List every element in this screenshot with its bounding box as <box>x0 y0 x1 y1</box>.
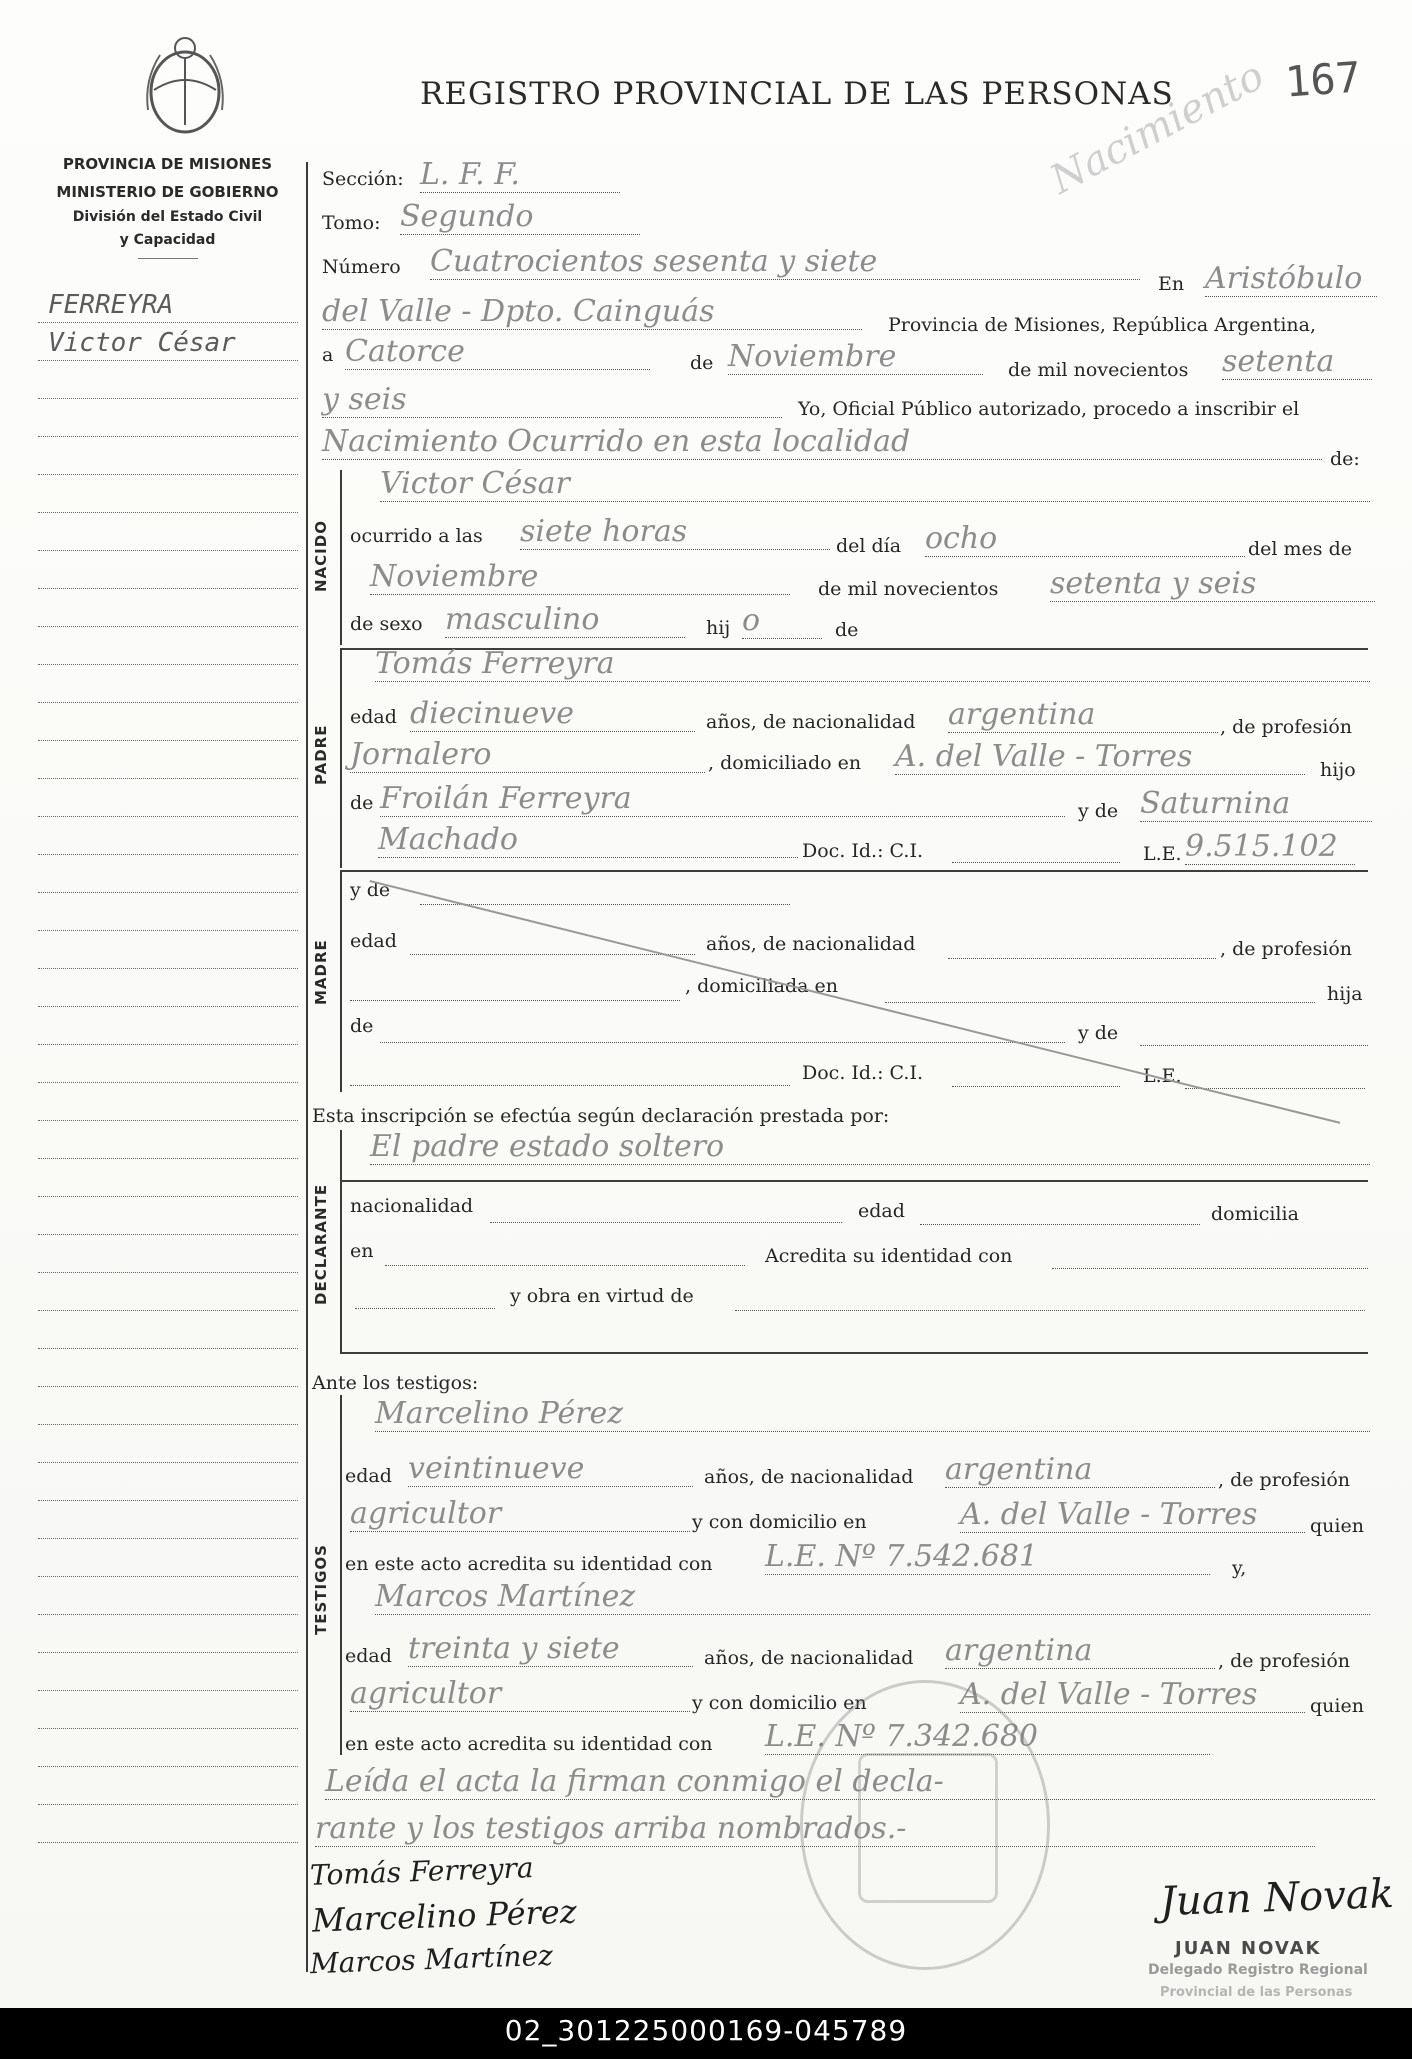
declarante-blank <box>355 1308 495 1309</box>
madre-prof-blank <box>350 1000 680 1001</box>
de-end-label: de: <box>1330 448 1360 470</box>
declarante-value: El padre estado soltero <box>370 1130 1370 1165</box>
margin-line <box>38 1349 298 1387</box>
office-line-2: MINISTERIO DE GOBIERNO <box>56 183 279 201</box>
padre-ci-blank <box>952 862 1120 863</box>
testigo-1-doc: L.E. Nº 7.542.681 <box>765 1540 1210 1575</box>
testigo-2-edad: treinta y siete <box>408 1632 693 1667</box>
padre-prof-value: Jornalero <box>350 738 705 773</box>
declarante-nac-blank <box>490 1222 842 1223</box>
testigo-2-name: Marcos Martínez <box>375 1580 1370 1615</box>
declarante-divider <box>340 1180 1368 1182</box>
margin-line <box>38 893 298 931</box>
nacido-mes-value: Noviembre <box>370 560 790 595</box>
anio-value-b: y seis <box>322 383 782 418</box>
madre-dom-blank <box>885 1002 1315 1003</box>
madre-le-blank <box>1185 1088 1365 1089</box>
madre-edad-blank <box>410 954 695 955</box>
margin-line <box>38 1805 298 1843</box>
declarante-nac-label: nacionalidad <box>350 1195 474 1217</box>
hij-label: hij <box>706 617 731 639</box>
padre-prof-label: , de profesión <box>1220 716 1352 738</box>
madre-section-label: MADRE <box>312 939 330 1005</box>
madre-nac-blank <box>948 958 1216 959</box>
declarante-dom-label: domicilia <box>1211 1203 1299 1225</box>
testigo-1-dom-label: y con domicilio en <box>692 1511 867 1533</box>
nacido-bracket <box>340 470 342 645</box>
padre-dom-value: A. del Valle - Torres <box>895 740 1305 775</box>
padre-madre-de-b: Machado <box>378 823 798 858</box>
office-rule <box>138 258 198 259</box>
signature-testigo-2: Marcos Martínez <box>309 1938 554 1981</box>
testigo-1-nac: argentina <box>945 1453 1215 1488</box>
nacido-mil-label: de mil novecientos <box>818 578 999 600</box>
margin-line <box>38 931 298 969</box>
ocurrido-label: ocurrido a las <box>350 525 483 547</box>
declarante-acredita-blank <box>1052 1268 1368 1269</box>
official-role: Delegado Registro Regional <box>1148 1962 1368 1978</box>
padre-le-label: L.E. <box>1143 843 1182 865</box>
margin-line <box>38 1159 298 1197</box>
padre-nac-value: argentina <box>948 698 1218 733</box>
margin-line <box>38 855 298 893</box>
padre-nac-label: años, de nacionalidad <box>706 711 916 733</box>
sexo-label: de sexo <box>350 613 423 635</box>
closing-line-2: rante y los testigos arriba nombrados.- <box>315 1812 1315 1847</box>
en-label: En <box>1158 273 1185 295</box>
margin-line <box>38 817 298 855</box>
padre-section-label: PADRE <box>312 724 330 785</box>
hija-label: hija <box>1327 983 1363 1005</box>
madre-de-blank <box>380 1042 1065 1043</box>
margin-line <box>38 399 298 437</box>
testigo-2-prof: agricultor <box>350 1677 690 1712</box>
mil-label: de mil novecientos <box>1008 359 1189 381</box>
tomo-value: Segundo <box>400 200 640 235</box>
margin-line <box>38 1083 298 1121</box>
signature-padre: Tomás Ferreyra <box>309 1851 535 1892</box>
padre-de-label: de <box>350 792 374 814</box>
margin-line <box>38 437 298 475</box>
margin-line <box>38 1577 298 1615</box>
margin-line <box>38 589 298 627</box>
testigo-2-nac: argentina <box>945 1634 1215 1669</box>
margin-line <box>38 1691 298 1729</box>
testigo-2-nac-label: años, de nacionalidad <box>704 1647 914 1669</box>
official-name: JUAN NOVAK <box>1175 1938 1322 1959</box>
testigo-1-acredita-label: en este acto acredita su identidad con <box>345 1553 713 1575</box>
declarante-edad-label: edad <box>858 1200 905 1222</box>
margin-line <box>38 1121 298 1159</box>
seccion-value: L. F. F. <box>420 158 620 193</box>
testigo-2-prof-label: , de profesión <box>1218 1650 1350 1672</box>
margin-notes <box>38 285 298 1843</box>
madre-dom-label: , domiciliada en <box>685 975 838 997</box>
de-label: de <box>690 352 714 374</box>
office-line-4: y Capacidad <box>119 232 216 248</box>
coat-of-arms-icon <box>140 30 230 145</box>
official-role-2: Provincial de las Personas <box>1160 1985 1353 2000</box>
testigo-1-dom: A. del Valle - Torres <box>960 1498 1305 1533</box>
declarante-virtud-blank <box>735 1310 1365 1311</box>
hijo-label: hijo <box>1320 759 1356 781</box>
tomo-label: Tomo: <box>322 212 381 234</box>
margin-line <box>38 1045 298 1083</box>
testigos-intro: Ante los testigos: <box>312 1372 479 1394</box>
madre-nac-label: años, de nacionalidad <box>706 933 916 955</box>
office-line-1: PROVINCIA DE MISIONES <box>62 155 273 173</box>
declarante-virtud-label: y obra en virtud de <box>510 1285 694 1307</box>
yo-label: Yo, Oficial Público autorizado, procedo a inscribir el <box>798 398 1300 420</box>
margin-line <box>38 665 298 703</box>
madre-bracket <box>340 872 342 1092</box>
nacido-name: Victor César <box>380 467 1370 502</box>
madre-yde2-blank <box>1140 1045 1368 1046</box>
margin-line <box>38 1653 298 1691</box>
declarante-en-label: en <box>350 1240 374 1262</box>
margin-line <box>38 1007 298 1045</box>
hij-value: o <box>742 604 822 639</box>
padre-edad-value: diecinueve <box>410 697 695 732</box>
padre-de-value: Froilán Ferreyra <box>380 782 1065 817</box>
margin-line <box>38 703 298 741</box>
declarante-edad-blank <box>920 1224 1200 1225</box>
testigo-1-prof: agricultor <box>350 1497 690 1532</box>
dia-value: Catorce <box>345 335 650 370</box>
lugar-value-a: Aristóbulo <box>1205 262 1377 297</box>
padre-dom-label: , domiciliado en <box>708 752 862 774</box>
margin-line <box>38 969 298 1007</box>
office-line-3: División del Estado Civil <box>72 209 263 225</box>
page-number: 167 <box>1283 52 1363 107</box>
testigo-2-acredita-label: en este acto acredita su identidad con <box>345 1733 713 1755</box>
nacido-section-label: NACIDO <box>312 520 330 592</box>
margin-line <box>38 1539 298 1577</box>
margin-line <box>38 1273 298 1311</box>
madre-yde-label: y de <box>350 879 391 901</box>
padre-yde-label: y de <box>1078 800 1119 822</box>
margin-line <box>38 1425 298 1463</box>
testigo-2-quien-label: quien <box>1310 1695 1364 1717</box>
testigo-2-doc: L.E. Nº 7.342.680 <box>765 1720 1210 1755</box>
testigo-2-dom: A. del Valle - Torres <box>960 1678 1305 1713</box>
madre-doc-label: Doc. Id.: C.I. <box>802 1062 923 1084</box>
margin-line <box>38 475 298 513</box>
padre-edad-label: edad <box>350 706 397 728</box>
margin-line <box>38 1197 298 1235</box>
a-label: a <box>322 344 334 366</box>
column-divider <box>306 162 308 1972</box>
margin-line <box>38 1387 298 1425</box>
seal-inner <box>858 1753 998 1903</box>
margin-line <box>38 1501 298 1539</box>
del-dia-label: del día <box>836 535 902 557</box>
margin-line <box>38 285 298 323</box>
margin-line <box>38 1767 298 1805</box>
sexo-value: masculino <box>445 603 685 638</box>
margin-line <box>38 1235 298 1273</box>
madre-edad-label: edad <box>350 930 397 952</box>
margin-line <box>38 323 298 361</box>
del-mes-label: del mes de <box>1248 538 1352 560</box>
document-id: 02_301225000169-045789 <box>504 2014 908 2047</box>
declarante-en-blank <box>385 1265 745 1266</box>
signature-testigo-1: Marcelino Pérez <box>311 1892 578 1940</box>
madre-ci-blank <box>952 1086 1120 1087</box>
signature-official: Juan Novak <box>1159 1870 1395 1926</box>
numero-label: Número <box>322 256 401 278</box>
testigos-section-label: TESTIGOS <box>312 1544 330 1635</box>
nacimiento-stamp: Nacimiento <box>1042 52 1272 204</box>
testigo-2-edad-label: edad <box>345 1645 392 1667</box>
margin-line <box>38 627 298 665</box>
margin-line <box>38 513 298 551</box>
madre-prof-label: , de profesión <box>1220 938 1352 960</box>
madre-de-label: de <box>350 1015 374 1037</box>
declarante-bottom-divider <box>340 1352 1368 1354</box>
declarante-bracket <box>340 1130 342 1352</box>
nacido-anio-value: setenta y seis <box>1050 567 1375 602</box>
padre-divider <box>340 870 1368 872</box>
margin-given-name: Victor César <box>48 328 236 358</box>
madre-le-label: L.E. <box>1143 1065 1182 1087</box>
numero-value: Cuatrocientos sesenta y siete <box>430 245 1140 280</box>
madre-name-blank <box>420 904 790 905</box>
nacido-dia-value: ocho <box>925 522 1245 557</box>
margin-line <box>38 1463 298 1501</box>
acto-value: Nacimiento Ocurrido en esta localidad <box>322 425 1322 460</box>
madre-yde2-label: y de <box>1078 1022 1119 1044</box>
margin-line <box>38 1729 298 1767</box>
margin-line <box>38 1615 298 1653</box>
declarante-intro: Esta inscripción se efectúa según declaración prestada por: <box>312 1105 890 1127</box>
testigo-1-edad-label: edad <box>345 1465 392 1487</box>
padre-doc-label: Doc. Id.: C.I. <box>802 840 923 862</box>
margin-line <box>38 741 298 779</box>
margin-line <box>38 361 298 399</box>
declarante-acredita-label: Acredita su identidad con <box>765 1245 1013 1267</box>
padre-le-value: 9.515.102 <box>1185 830 1355 865</box>
padre-bracket <box>340 650 342 868</box>
provincia-label: Provincia de Misiones, República Argentina, <box>888 314 1317 336</box>
issuing-office <box>30 150 305 259</box>
margin-line <box>38 779 298 817</box>
official-seal-icon <box>800 1680 1050 1970</box>
testigo-1-nac-label: años, de nacionalidad <box>704 1466 914 1488</box>
nacido-de-label: de <box>835 619 859 641</box>
margin-line <box>38 551 298 589</box>
anio-value-a: setenta <box>1222 345 1372 380</box>
margin-surname: FERREYRA <box>48 290 174 320</box>
padre-madre-de-a: Saturnina <box>1140 787 1372 822</box>
declarante-section-label: DECLARANTE <box>312 1183 330 1305</box>
margin-line <box>38 1311 298 1349</box>
testigo-1-edad: veintinueve <box>408 1452 693 1487</box>
testigo-1-y-label: y, <box>1232 1557 1247 1579</box>
mes-value: Noviembre <box>728 340 983 375</box>
testigo-1-name: Marcelino Pérez <box>375 1397 1370 1432</box>
testigo-2-dom-label: y con domicilio en <box>692 1692 867 1714</box>
testigo-1-prof-label: , de profesión <box>1218 1469 1350 1491</box>
testigo-1-quien-label: quien <box>1310 1515 1364 1537</box>
seccion-label: Sección: <box>322 168 404 190</box>
madre-name2-blank <box>350 1085 790 1086</box>
page-title: REGISTRO PROVINCIAL DE LAS PERSONAS <box>420 76 1174 112</box>
padre-name: Tomás Ferreyra <box>375 647 1370 682</box>
testigos-bracket <box>340 1395 342 1755</box>
lugar-value-b: del Valle - Dpto. Cainguás <box>322 295 862 330</box>
closing-line-1: Leída el acta la firman conmigo el decla- <box>325 1765 1375 1800</box>
hora-value: siete horas <box>520 515 830 550</box>
